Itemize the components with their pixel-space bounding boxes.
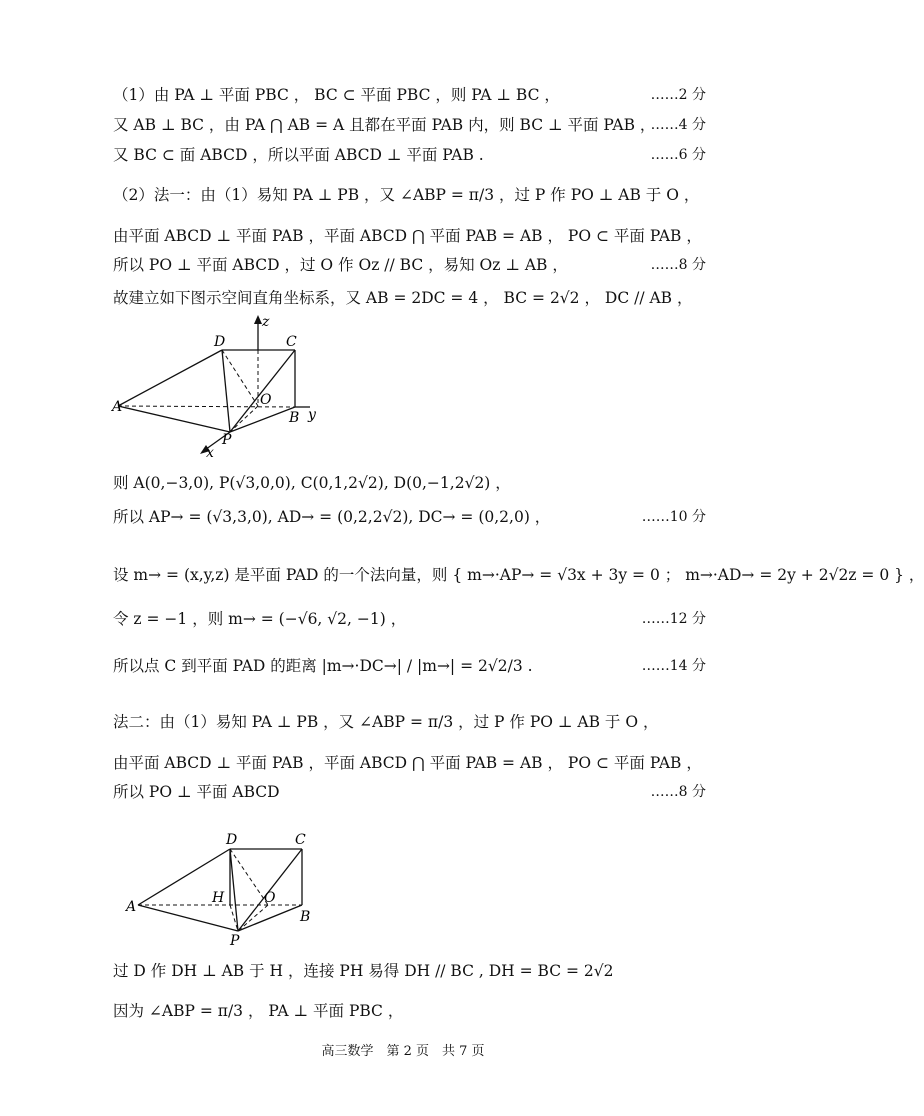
auxiliary-figure — [120, 825, 330, 950]
label-D: D — [226, 832, 238, 848]
label-B: B — [289, 410, 300, 426]
label-y: y — [308, 407, 316, 423]
label-B: B — [300, 909, 311, 925]
label-D: D — [214, 334, 226, 350]
label-P: P — [230, 933, 240, 949]
label-O: O — [260, 392, 272, 408]
label-A: A — [112, 399, 123, 415]
label-x: x — [206, 445, 214, 461]
label-C: C — [286, 334, 297, 350]
label-H: H — [212, 890, 225, 906]
label-z: z — [262, 314, 270, 330]
coordinate-figure — [110, 310, 340, 460]
label-C: C — [295, 832, 306, 848]
label-O: O — [264, 890, 276, 906]
label-A: A — [126, 899, 137, 915]
label-P: P — [222, 432, 232, 448]
page-footer: 高三数学 第 2 页 共 7 页 — [321, 1044, 485, 1059]
